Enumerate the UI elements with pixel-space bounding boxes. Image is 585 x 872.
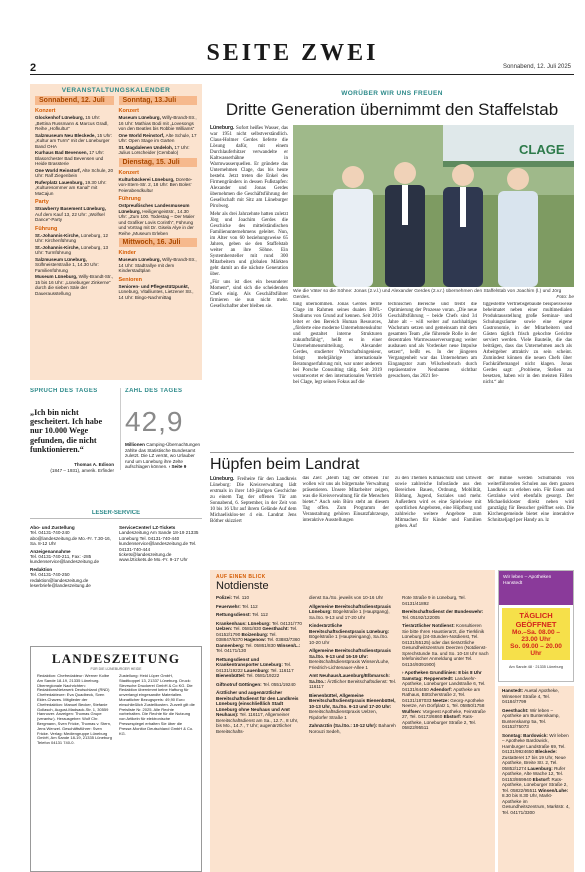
second-article-column-2: das Ziel: „Beim Tag der offenen Tür wollen wir uns als bürgernahe Verwaltung präsentieren. Unsere Mitarbeiter zeigen, was die Kreisverwaltung für die Menschen bietet.“ Auch sein Büro steht an diesem Tag offen. Zum Programm der Veranstaltung gehören Einsatzfahrzeuge, interaktive Ausstellungen (302, 476, 389, 523)
service-label: ServiceCenter/ LZ-Tickets (119, 525, 176, 530)
event-column-2 (119, 94, 198, 300)
emergency-entry: Ärztlicher und augenärztlicher Bereitschaftsdienst für den Landkreis Lüneburg (einschließlich Stadt Lüneburg ohne Neuhaus und Amt Neuhaus): Tel. 116117, Allgemeiner Bereitschaftsdienst am Sa., 12.7., 8 Uhr, bis Mo., 14.7., 7 Uhr; augenärztlicher Bereitschafts- (216, 690, 299, 734)
event-venue: St. Magdalenen Undeloh, (118, 144, 175, 150)
photo-illustration (293, 125, 574, 287)
event-venue: Museum Lüneburg, (118, 257, 163, 262)
event-details: Lüneburg, 12 Uhr: Kirchenführung (35, 232, 109, 243)
event-item (35, 115, 114, 132)
day-header: Sonnabend, 12. Juli (35, 96, 114, 105)
quote-of-the-day (30, 388, 114, 473)
event-venue: Ostpreußisches Landesmuseum Lüneburg, (118, 203, 190, 214)
event-item (119, 145, 198, 156)
emergency-entry: Bienenbüttel, Allgemeine Bereitschaftsdienstpraxis Bienenbüttel, 10-13 Uhr, Sa./So. 9-13 und 17-20 Uhr: Bereitschaftsdienstpraxis Uelzen, Ripdorfer Straße 1 (309, 692, 396, 720)
ad-banner (502, 608, 570, 660)
event-details: 17 Uhr: Julius Lorscheider (Cembalo) (118, 144, 190, 155)
service-column-1 (30, 523, 113, 588)
event-item (35, 150, 114, 167)
service-contact[interactable]: Tel. 04131-740-250 redaktion@landeszeitung.de leserbriefe@landeszeitung.de (30, 572, 91, 589)
event-details: 19.30 Uhr: „Kulturesommer am Kanal“ mit MaCajun (35, 179, 107, 196)
emergency-entry: Polizei: Tel. 110 (216, 595, 250, 600)
quote-text: „Ich bin nicht gescheitert. Ich habe nur 10.000 Wege gefunden, die nicht funktionieren.“ (30, 408, 103, 454)
emergency-services-box (210, 570, 495, 872)
article-paragraph: Lüneburg. Sofort heißes Wasser, das war 1951 nicht selbstverständlich. Claus-Holmer Gerdes lieferte die Lösung dafür, mit einem Durchlauferhitzer verwandelte er Kaltwasserhähne in Warmwasserquellen. Er gründete das Unternehmen Clage, das bis heute besteht. Jetzt treten die Enkel des Firmengründers in dessen Fußstapfen: Alexander und Jonas Gerdes übernehmen die Geschäftsführung der Gesellschaft mit Sitz am Lüneburger Pirolweg. (210, 125, 288, 209)
article-paragraph: „Für uns ist dies ein besonderer Moment“, sind sich die scheidenden Chefs einig. Als Geschäftsführer firmieren sie nun nicht mehr. Gesellschafter aber bleiben sie. (210, 280, 288, 309)
photo-credit: Foto: be (556, 294, 574, 300)
event-venue: Senioren- und Pflegestützpunkt, (118, 283, 189, 289)
event-details: Dorette-von-Stern-Str. 2, 18 Uhr: Ben Boles’ Feierabendkultur (118, 176, 193, 193)
event-venue: Strawberry Basement Lüneburg, (35, 206, 106, 211)
event-venue: Salzmuseum Neu Bleckede, (35, 132, 98, 138)
emergency-entry: Rettungsdienst und Krankentransporter Lüneburg: Tel. 04131/19222 Lauenburg: Tel. 116117 Bienenbüttel: Tel. 0581/19222 (216, 656, 294, 678)
event-venue: St.-Johannis-Kirche, (35, 232, 81, 238)
section-divider (210, 452, 574, 453)
event-venue: Glockenhof Lüneburg, (35, 115, 86, 120)
emergency-title: Notdienste (216, 580, 269, 592)
day-header: Mittwoch, 16. Juli (119, 238, 198, 247)
article-column-4: tiggestellte Vertriebsgebäude beispielsweise beheimatet neben einer multimedialen Produktausstellung große Seminar- und Schulungsräume sowie eine eigene Gastronomie, in der Mitarbeitern und Gästen täglich frisch gekochte Gerichte serviert werden. Viele Bauteile, die das beiträgen, dass das Unternehmen auch als Arbeitgeber attraktiv zu sein scheint. Zumindest können die neuen Chefs über Fachkräftemangel nicht klagen. Jonas Gerdes sagt: „Probleme, Stellen zu besetzen, haben wir in den meisten Fällen nicht.“ ahr (483, 302, 572, 385)
issue-date: Sonnabend, 12. Juli 2025 (502, 64, 571, 70)
quote-source (30, 462, 114, 473)
number-text-bold: Millionen (125, 442, 145, 447)
emergency-entry: Hanstedt: Auetal Apotheke, Winsener Straße 4, Tel. 04184/7799 (502, 688, 559, 704)
article-paragraph: Lüneburg. Freiheire für den Landkreis Lüneburg: Die Kreisverwaltung lädt erstmals in ihrer 140-jährigen Geschichte zu einem Tag der offenen Tür am Sonnabend, 6. September, in der Zeit von 10 bis 16 Uhr auf ihrem Gelände Auf dem Michaelisklos-ter 4 ein. Landrat Jens Böther skizziert (210, 476, 297, 524)
ad-hours-weekday: Mo.–Sa. 08.00 – 23.00 Uhr (511, 629, 561, 643)
event-venue: Ruferplatz Lauenburg, (35, 179, 86, 185)
article-kicker: WORÜBER WIR UNS FREUEN (341, 90, 443, 97)
emergency-column-2 (309, 595, 396, 737)
event-venue: Salzmuseum Lüneburg, (35, 256, 87, 262)
event-calendar-title: VERANSTALTUNGSKALENDER (61, 87, 171, 94)
event-category: Senioren (118, 276, 143, 283)
event-item (119, 115, 198, 132)
article-column-1 (210, 125, 288, 495)
event-details: Sülfmeisterstraße 1, 14.30 Uhr: Familienführung (35, 262, 99, 273)
emergency-services-continued (498, 686, 574, 872)
event-details: 17 Uhr: Blasorchester Bad Bevensen und Heide Brassterie (35, 150, 105, 166)
quote-title: SPRUCH DES TAGES (30, 388, 98, 394)
service-contact[interactable]: Tel. 04131-740-240 abo@landeszeitung.de Mo.-Fr. 7.30-16, Sa. 8-12 Uhr (30, 530, 112, 547)
emergency-entry: Sonntag: Bardowick: Wir leben – Apotheke Bardowick, Hamburger Landstraße 69, Tel. 04131/9924650 Bleckede: Zustatteret 17 bis 19 Uhr, Neue Apotheke, Breite Str. 2, Tel. 05852/1274 Lauenburg: Rufer Apotheke, Alte Wache 12, Tel. 04153/869940 Ebstorf: Rats-Apotheke, Lüneburger Straße 2, Tel. 05822/95511 Winsen/Luhe: 8.30 bis 8.30 Uhr, Markt-Apotheke im Gesundheitszentrum, Marktstr. 4, Tel. 04171/3300 (502, 732, 570, 815)
event-calendar (30, 84, 202, 380)
event-item (35, 168, 114, 179)
number-text-body: Camping-Übernachtungen zählte das Statistische Bundesamt zuletzt. Die LZ verrät, wo Urlauber rund um Lüneburg ihre Zelte aufschlagen können. (125, 442, 201, 470)
event-venue: Kurhaus Bad Bevensen, (35, 150, 90, 155)
event-details: Willy-Brandt-Str., 16 Uhr: Mathias Bodi mit „Lovesongs von den Beatles bis Robbie Williams“ (118, 115, 197, 131)
event-details: Alte Schule, 20 Uhr: Ralf Ziegenbein (35, 167, 114, 178)
ad-header: Wir leben – Apotheken Hanstedt (499, 571, 573, 605)
emergency-column-3 (402, 595, 489, 737)
quote-author: Thomas A. Edison (74, 462, 114, 468)
event-item (119, 133, 198, 144)
event-item (119, 177, 198, 194)
imprint-column-2: Zustellung: Heid Lüper GmbH, Stadtkoppel 13, 21337 Lüneburg. Druck: Sievrsche Druckerei GmbH & Co KG. Die Redaktion übernimmt keine Haftung für unverlangt eingesandte Materialien. Monatlicher Bezugspreis: 49,90 Euro einschließlich Zustellkosten. Zurzeit gilt die Preisliste Nr. 2025. Alle Rechte vorbehalten. Die Rechte für die Nutzung von Artikeln für elektronische Pressespiegel erhalten Sie über die Presse-Monitor Deutschland GmbH & Co. KG. (119, 673, 195, 736)
imprint-column-1: Redaktion: Chefredakteur: Werner Kolbe Am Sande 18-19, 21335 Lüneburg. Überregionale Nachrichten: RedaktionsNetzwerk Deutschland (RND) Chefredakteure: Eva Quadbeck, Sven Ekler-Chaves. Mitglieder der Chefredaktion: Manuel Becker, Stefanie Gollasch, August-Madsack-Str. 1, 30559 Hannover. Anzeigen: Thomas Grupe (verantw.). Herausgeber: Wolf Chr. Bergmann, Sven Fricke, Thomas v. Stern, Jens Wenzel. Geschäftsführer: Sven Fricke. Verlag: Mediengruppe Lüneburg GmbH, Am Sande 18-19, 21335 Lüneburg Telefon 04131 740-0. (37, 673, 112, 746)
second-article-column-4: der Bühne werden Schulbands von weiterführenden Schulen aus dem ganzen Landkreis zu erleben sein. Für Essen und Getränke wird ebenfalls gesorgt. Der Michaeliskloster direkt neben wird ganztägig für Besucher geöffnet sein. Die Kirchengemeinde bietet eine interaktive Schnitzeljagd per Handy an. lz (487, 476, 574, 523)
caption-text: Wie die Väter so die Söhne: Jonas (2.v.l.) und Alexander Gerdes (2.v.r.) übernehmen den Staffelstab von Joachim (l.) und Jörg Gerdes. (293, 289, 562, 300)
service-column-2 (119, 523, 202, 588)
header-rule (30, 74, 574, 75)
event-details: 15 Uhr: „Bettina Russmann & Marcus Gradl, Reihe „Hofkultur“ (35, 115, 109, 131)
number-page-link[interactable]: › Seite 9 (168, 464, 187, 470)
event-column-1 (35, 94, 114, 300)
second-article-column-3: zu den Themen Klimaschutz und Umwelt sowie zahlreiche Infostände aus den Bereichen Bauen, Ordnung, Mobilität, Bildung, Jugend, Soziales und mehr. Außerdem wird es eine Spielwiese mit sportlichen Angeboten, eine Hüpfburg und zahlreiche weitere Angebote zum Mitmachen für Kinder und Familien geben. Auf (395, 476, 482, 529)
event-details: Alte Schule, 17 Uhr: Open Stage im Garten (118, 132, 197, 143)
event-venue: One World Reinstorf, (118, 132, 166, 138)
event-item (119, 257, 198, 274)
event-category: Kinder (118, 250, 136, 256)
event-item (35, 133, 114, 150)
emergency-column-1 (216, 595, 303, 737)
imprint-box (30, 646, 202, 872)
second-article-column-1 (210, 476, 297, 566)
second-article (210, 476, 574, 566)
masthead (0, 0, 585, 80)
event-details: Heiligengeiststr., 14.30 Uhr: „Zum 100. Todestag – Der Maler und Grafiker Lovis Corinth“, Führung und Vortrag mit Dr. Gisela Alye in der Reihe „Museum Erleben (118, 208, 195, 236)
emergency-entry: Krankenhaus: Lüneburg: Tel. 04131/770 Uelzen: Tel. 0581/830 Geesthacht: Tel. 04152/1790 Boizenburg: Tel. 038847/6370 Hagenow: Tel. 03883/7360 Dannenberg: Tel. 05861/830 Winsen/L.: Tel. 04171/130 (216, 620, 302, 653)
article-photo (293, 125, 574, 287)
section-title: SEITE ZWEI (206, 40, 379, 66)
article-continuation (293, 302, 574, 452)
event-venue: St.-Johannis-Kirche, (35, 244, 81, 250)
event-venue: Museum Lüneburg, (35, 274, 79, 279)
day-header: Dienstag, 15. Juli (119, 158, 198, 167)
event-item (35, 274, 114, 296)
event-item (35, 257, 114, 274)
emergency-entry: Rote Straße 9 in Lüneburg, Tel. 04131/41892 (402, 595, 466, 606)
page-number: 2 (30, 62, 37, 74)
emergency-entry: Feuerwehr: Tel. 112 (216, 603, 258, 609)
emergency-entry: Giftnotruf Göttingen: Tel. 0551/19240 (216, 681, 296, 687)
event-item (35, 180, 114, 197)
service-contact[interactable]: Landeszeitung Am Sande 18-19 21335 Lüneburg Tel. 04131-740-440 kundenservice@landeszeitung.de Tel. 04131-740-444 tickets@landeszeitung.de www.lztickets.de Mo.-Fr. 9-17 Uhr (119, 530, 199, 563)
article-headline: Dritte Generation übernimmt den Staffelstab (225, 100, 559, 119)
event-category: Führung (118, 196, 141, 202)
event-venue: Museum Lüneburg, (118, 115, 163, 120)
emergency-entry: Kinderärztliche Bereitschaftsdienstpraxis Lüneburg: Bögelstraße 1 (Haupteingang), Sa./So. 10-20 Uhr (309, 623, 390, 645)
event-venue: One World Reinstorf, (35, 167, 83, 173)
article-column-3: technischen Bereiche und treibt die Optimierung der Prozesse voran. „Die neue Geschäftsführung – beide Chefs sind 34 Jahre alt – will weiter auf nachhaltiges Wachstum setzen und gemeinsam mit dem gesamten Team „die führende Rolle in der dezentralen Warmwasserversorgung weiter ausbauen und als Vordenker neue Impulse setzen“, heißt es. In der jüngeren Vergangenheit war das Unternehmen am Eingangstor zum Wilschenbruch durch repräsentative Neubauten sichtbar gewachsen, das 2021 fer- (388, 302, 477, 379)
emergency-column-4 (502, 688, 570, 815)
service-label: Abo- und Zustellung (30, 525, 75, 530)
ad-title: TÄGLICH GEÖFFNET (515, 611, 557, 629)
day-header: Sonntag, 13.Juli (119, 96, 198, 105)
event-category: Konzert (118, 108, 139, 114)
event-item (35, 206, 114, 223)
emergency-entry: › Apotheken Grundlinien: 8 bis 8 Uhr Samstag: Reppenstedt: Landwehr-Apotheke, Lüneburger Landstraße 6, Tel. 04131/64450 Adendorf: Apotheke am Rathaus, Böttcherstraße 2, Tel. 04131/187033 Neetze: Georg-Apotheke Neetze, Am Dorfplatz 1, Tel. 05850/1758 Wulfsen: Vorgeest Apotheke, Feinstraße 27, Tel. 04173/6860 Ebstorf: Rats-Apotheke, Lüneburger Straße 2, Tel. 05822/95511 (402, 670, 486, 730)
ad-hours-sunday: So. 09.00 – 20.00 Uhr (510, 643, 562, 657)
newspaper-subtitle: FÜR DIE LÜNEBURGER HEIDE (90, 667, 142, 671)
event-details: 15 Uhr: „Kultur am Turm“ mit der Lüneburger Band OHA (35, 132, 113, 149)
event-category: Konzert (118, 169, 139, 176)
emergency-kicker: AUF EINEN BLICK (216, 574, 266, 580)
emergency-entry: Allgemeine Bereitschaftsdienstpraxis Lüneburg: Bögelstraße 1 (Hauptgang), Sa./So. 9-13 und 17-20 Uhr (309, 603, 391, 620)
second-article-headline: Hüpfen beim Landrat (210, 456, 360, 473)
event-details: Auf dem Kauf 13, 22 Uhr: „Wolfsel Dance“-Party (35, 211, 105, 222)
emergency-entry: Geesthacht: Wir leben – Apotheke am Buntenskamp, Buntenskamp 5a, Tel. 04152/75073 (502, 707, 560, 729)
number-of-the-day (120, 388, 202, 470)
event-item (35, 233, 114, 244)
photo-caption (293, 289, 574, 301)
quote-author-info: (1847 – 1931), amerik. Erfinder (50, 467, 114, 473)
pharmacy-advertisement[interactable] (498, 570, 574, 682)
event-details: Lüneburg, 13 Uhr: Turmführung (35, 244, 109, 255)
event-category: Führung (35, 225, 58, 232)
number-title: ZAHL DES TAGES (125, 388, 183, 394)
emergency-entry: Rettungsdienst: Tel. 112 (216, 612, 268, 617)
service-label: Anzeigenannahme (30, 548, 71, 554)
quote-and-number-box (30, 388, 202, 506)
number-value: 42,9 (125, 406, 184, 437)
event-category: Party (35, 199, 49, 205)
number-text (125, 442, 202, 470)
newspaper-logo: LANDESZEITUNG (51, 651, 181, 666)
event-venue: Kulturbäckerei Lüneburg, (118, 176, 176, 182)
event-details: Lüneburg, Vitalliuntes, Lietzener Str., 14 Uhr: Bingo-Nachmittag (118, 289, 194, 300)
reader-service-title: LESER-SERVICE (30, 510, 202, 519)
event-details: Willy-Brandt-Str., 14 Uhr: Stadtrallye mit dem Kinderstadtplan (118, 257, 197, 273)
photo-brand-sign: CLAGE (519, 142, 565, 157)
emergency-entry: Tierärztlicher Notdienst: Konsultieren Sie bitte Ihren Haustierarzt, die Tierklinik Lüneburg (24-Stunden-Notdienst, Tel. 04131/55125) oder das tierärztliche Gesundheitszentrum Deerzen (Notdienst-Sprechstunde Sa. und So. 10-18 Uhr nach telefonischer Anmeldung unter Tel. 04134/9391900) (402, 623, 489, 667)
event-category: Konzert (35, 108, 56, 114)
service-contact[interactable]: Tel. 04131-740-211, Fax: -285 kundenservice@landeszeitung.de (30, 554, 100, 565)
ad-address: Am Sande 48 · 21335 Lüneburg (508, 665, 564, 669)
article-paragraph: Mehr als drei Jahrzehnte hatten zuletzt Jörg und Joachim Gerdes die Geschicke des mittelständischen Familienunternehmens geleitet. Nun, im Alter von 60 beziehungsweise 65 Jahren, geben sie den Staffelstab weiter an ihre Söhne. Ein Systemhersteller mit rund 300 Mitarbeitern und globalen Märkten geht damit an die nächste Generation über. (210, 212, 288, 277)
event-item (119, 203, 198, 236)
service-label: Redaktion (30, 566, 53, 572)
emergency-entry: Amt Neuhaus/Lauenburg/Elbmarsch: Sa./So.: Ärztlicher Bereitschaftsdienst: Tel. 116117 (309, 673, 396, 689)
event-details: Willy-Brandt-Str., 15 bis 16 Uhr: „Lüneburger Zinkerne“ durch die sieben Säle der Dauerausstellung (35, 274, 114, 296)
reader-service (30, 510, 202, 638)
emergency-entry: dienst Sa./So. jeweils von 10-16 Uhr (309, 595, 384, 600)
emergency-entry: Bereitschaftsdienst der Bundeswehr: Tel. 05192/122005 (402, 609, 484, 620)
emergency-entry: Allgemeine Bereitschaftsdienstpraxis Sa./So. 9-13 und 16-19 Uhr: Bereitschaftsdienstpraxis Winsen/Luhe, Friedrich-Lichtenauer-Allee 1 (309, 648, 391, 670)
emergency-entry: Zahnärztin (Sa./So.: 10-12 Uhr): Bahareh Norouzi Sedeh, (309, 723, 396, 734)
event-item (119, 284, 198, 301)
event-item (35, 245, 114, 256)
article-column-2: tung übernommen. Jonas Gerdes lernte Clage im Rahmen seines dualen BWL-Studiums von Grund auf kennen. Seit 2016 leitet er den Bereich Human Resources, „förderte eine moderne Unternehmenskultur und gestaltet interne Strukturen zukunftsfähig“, heißt es in einer Unternehmensmitteilung. Alexander Gerdes, studierter Wirtschaftsingenieur, bringt mehrjährige internationale Beratungserfahrung mit, war unter anderem bei Porsche Consulting tätig. Seit 2019 verantwortet er den internationalen Vertrieb bei Clage, legt seinen Fokus auf die (293, 302, 382, 385)
